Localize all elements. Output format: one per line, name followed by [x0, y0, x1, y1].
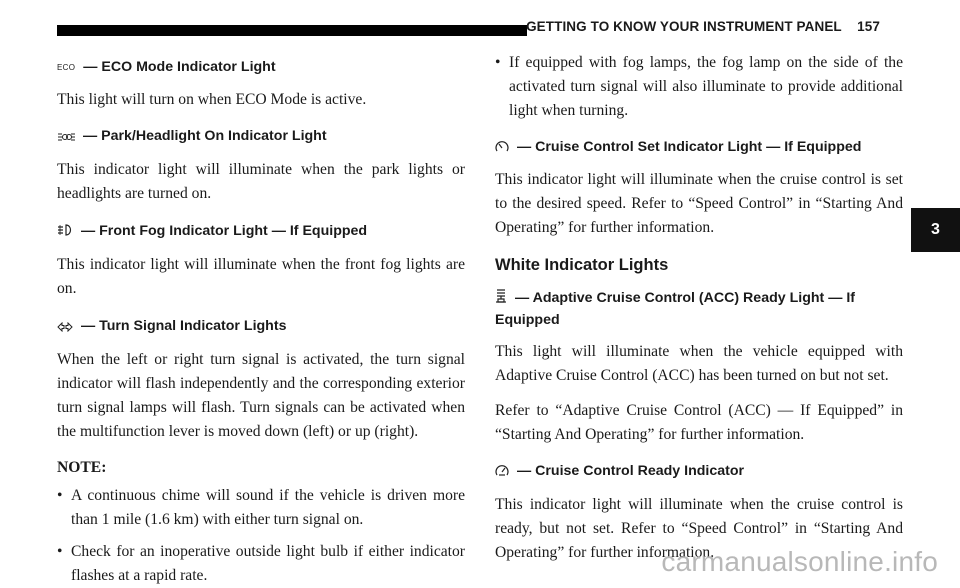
turn-heading — [57, 316, 465, 338]
fog-turn-bullet-text: If equipped with fog lamps, the fog lamp on the side of the activated turn signal will also illuminate to provide additional light when turning. — [509, 54, 903, 119]
watermark: carmanualsonline.info — [661, 546, 938, 577]
cruise-ready-icon — [495, 463, 509, 483]
cruise-ready-heading-text: — Cruise Control Ready Indicator — [517, 463, 745, 479]
acc-heading — [495, 288, 903, 330]
fog-heading-text: — Front Fog Indicator Light — If Equipped — [81, 223, 368, 239]
eco-heading-text: — ECO Mode Indicator Light — [83, 59, 276, 75]
page-header — [526, 19, 880, 34]
cruise-set-icon — [495, 139, 509, 159]
note-bullet-2-text: Check for an inoperative outside light bulb if either indicator flashes at a rapid rate. — [71, 543, 465, 584]
acc-heading-text: — Adaptive Cruise Control (ACC) Ready Light — If Equipped — [495, 290, 855, 328]
cruise-set-heading-text: — Cruise Control Set Indicator Light — If Equipped — [517, 139, 862, 155]
note-bullet-2: • Check for an inoperative outside light bulb if either indicator flashes at a rapid rate. — [57, 543, 465, 584]
note-bullet-1-text: A continuous chime will sound if the vehicle is driven more than 1 mile (1.6 km) with either turn signal on. — [71, 487, 465, 528]
left-column — [57, 54, 465, 588]
front-fog-icon — [57, 223, 73, 243]
acc-ready-icon — [495, 288, 507, 310]
cruise-set-body: This indicator light will illuminate when the cruise control is set to the desired speed. Refer to “Speed Control” in “Starting And Operating” for further information. — [495, 171, 903, 236]
turn-body: When the left or right turn signal is activated, the turn signal indicator will flash independently and the corresponding exterior turn signal lamps will flash. Turn signals can be activated when the multifunction lever is moved down (left) or up (right). — [57, 351, 465, 440]
eco-icon: ECO — [57, 63, 76, 72]
park-body: This indicator light will illuminate when the park lights or headlights are turned on. — [57, 161, 465, 202]
turn-heading-text: — Turn Signal Indicator Lights — [81, 318, 287, 334]
cruise-set-heading — [495, 137, 903, 159]
right-column — [495, 54, 903, 565]
fog-heading — [57, 221, 465, 243]
page-number: 157 — [857, 19, 880, 34]
cruise-ready-heading — [495, 461, 903, 483]
fog-turn-bullet: • If equipped with fog lamps, the fog lamp on the side of the activated turn signal will also illuminate to provide additional light when turning. — [495, 54, 903, 119]
header-rule — [57, 25, 527, 36]
acc-body-2: Refer to “Adaptive Cruise Control (ACC) — If Equipped” in “Starting And Operating” for further information. — [495, 402, 903, 443]
note-label: NOTE: — [57, 459, 107, 476]
header-title: GETTING TO KNOW YOUR INSTRUMENT PANEL — [526, 19, 842, 34]
cruise-ready-body: This indicator light will illuminate when the cruise control is ready, but not set. Refer to “Speed Control” in “Starting And Operating” for further information. — [495, 496, 903, 561]
fog-body: This indicator light will illuminate when the front fog lights are on. — [57, 256, 465, 297]
chapter-tab: 3 — [911, 208, 960, 252]
park-headlight-icon — [57, 128, 75, 148]
eco-heading — [57, 57, 465, 78]
note-bullet-1: • A continuous chime will sound if the vehicle is driven more than 1 mile (1.6 km) with either turn signal on. — [57, 487, 465, 528]
park-heading — [57, 126, 465, 148]
turn-signal-icon — [57, 318, 73, 338]
park-heading-text: — Park/Headlight On Indicator Light — [83, 128, 327, 144]
white-indicator-heading: White Indicator Lights — [495, 256, 669, 274]
acc-body-1: This light will illuminate when the vehicle equipped with Adaptive Cruise Control (ACC) has been turned on but not set. — [495, 343, 903, 384]
eco-body: This light will turn on when ECO Mode is active. — [57, 91, 367, 108]
